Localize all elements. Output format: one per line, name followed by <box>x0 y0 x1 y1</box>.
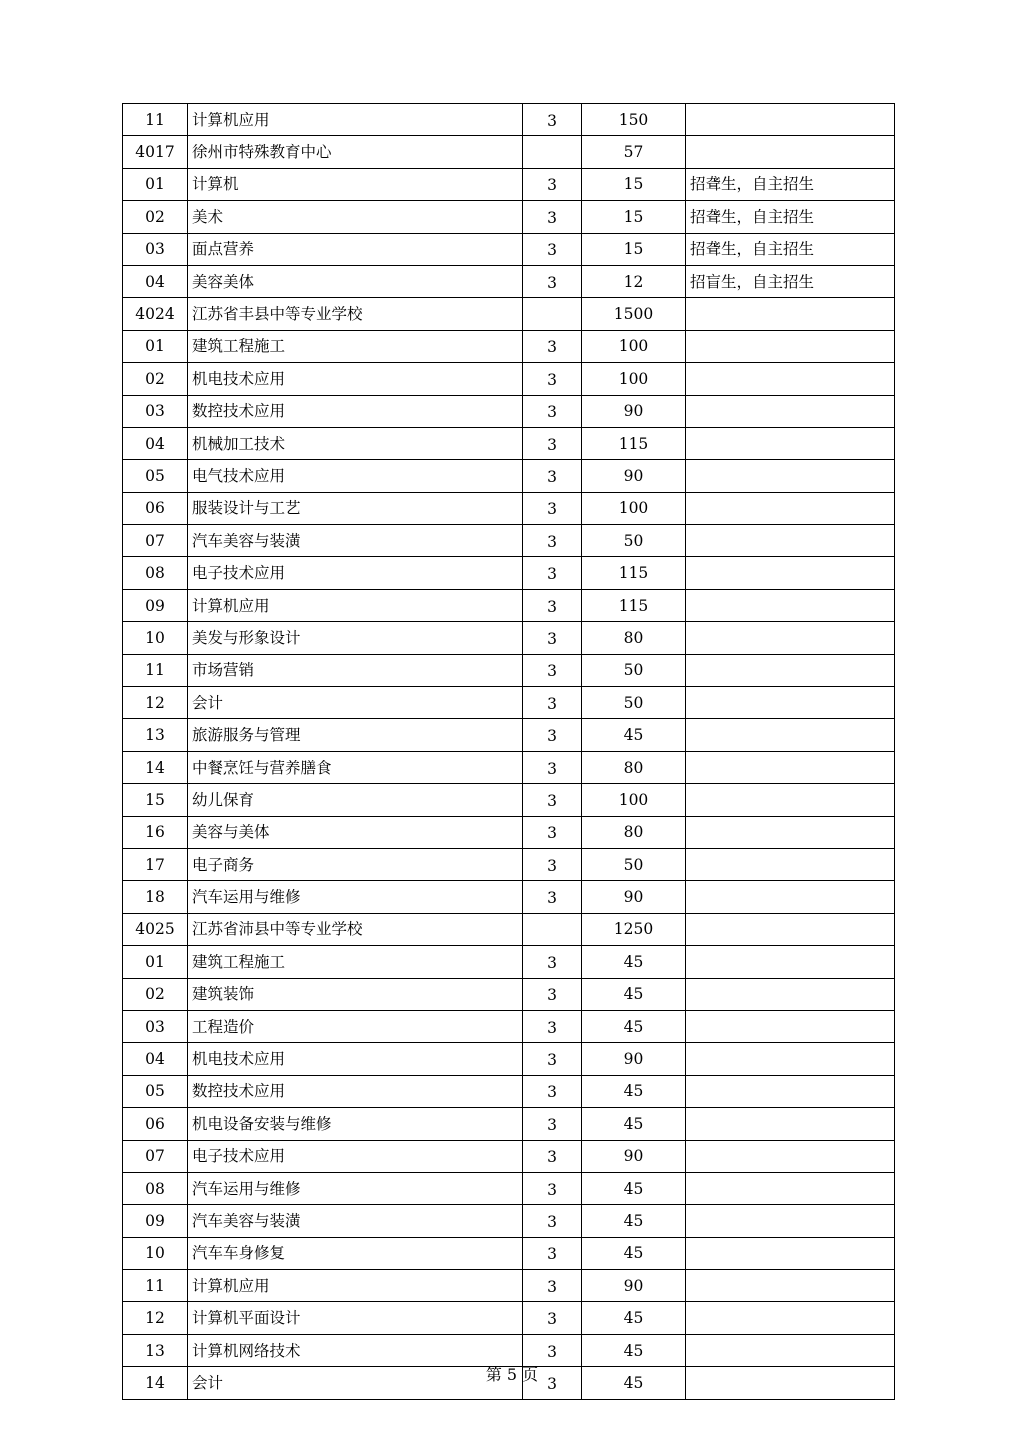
enrollment-plan-cell: 100 <box>582 492 686 524</box>
remarks-cell <box>686 1108 895 1140</box>
remarks-cell <box>686 881 895 913</box>
program-name-cell: 美发与形象设计 <box>188 622 523 654</box>
enrollment-plan-cell: 100 <box>582 363 686 395</box>
enrollment-plan-cell: 50 <box>582 525 686 557</box>
duration-years-cell: 3 <box>523 265 582 297</box>
remarks-cell <box>686 1270 895 1302</box>
program-name-cell: 服装设计与工艺 <box>188 492 523 524</box>
table-row <box>123 1205 895 1237</box>
program-name-cell: 面点营养 <box>188 233 523 265</box>
program-name-cell: 机械加工技术 <box>188 427 523 459</box>
program-code-cell: 4025 <box>123 913 188 945</box>
table-row <box>123 1302 895 1334</box>
enrollment-plan-cell: 50 <box>582 687 686 719</box>
enrollment-plan-cell: 45 <box>582 978 686 1010</box>
enrollment-plan-cell: 1250 <box>582 913 686 945</box>
remarks-cell <box>686 913 895 945</box>
table-row <box>123 136 895 168</box>
remarks-cell <box>686 136 895 168</box>
duration-years-cell: 3 <box>523 816 582 848</box>
table-row <box>123 492 895 524</box>
program-name-cell: 计算机应用 <box>188 1270 523 1302</box>
table-row <box>123 460 895 492</box>
enrollment-plan-cell: 90 <box>582 460 686 492</box>
remarks-cell <box>686 751 895 783</box>
program-code-cell: 17 <box>123 848 188 880</box>
program-name-cell: 数控技术应用 <box>188 395 523 427</box>
table-row <box>123 848 895 880</box>
enrollment-plan-cell: 45 <box>582 1075 686 1107</box>
program-code-cell: 11 <box>123 104 188 136</box>
duration-years-cell: 3 <box>523 848 582 880</box>
duration-years-cell: 3 <box>523 654 582 686</box>
table-row <box>123 395 895 427</box>
duration-years-cell: 3 <box>523 1043 582 1075</box>
duration-years-cell: 3 <box>523 233 582 265</box>
program-code-cell: 02 <box>123 201 188 233</box>
table-row <box>123 1237 895 1269</box>
program-code-cell: 4024 <box>123 298 188 330</box>
program-code-cell: 08 <box>123 557 188 589</box>
enrollment-plan-cell: 115 <box>582 589 686 621</box>
remarks-cell <box>686 654 895 686</box>
enrollment-plan-cell: 57 <box>582 136 686 168</box>
table-row <box>123 168 895 200</box>
table-row <box>123 363 895 395</box>
table-row <box>123 201 895 233</box>
duration-years-cell: 3 <box>523 492 582 524</box>
program-code-cell: 10 <box>123 1237 188 1269</box>
remarks-cell <box>686 1205 895 1237</box>
program-code-cell: 01 <box>123 946 188 978</box>
enrollment-plan-cell: 15 <box>582 233 686 265</box>
program-code-cell: 06 <box>123 492 188 524</box>
enrollment-plan-cell: 50 <box>582 654 686 686</box>
duration-years-cell: 3 <box>523 201 582 233</box>
program-name-cell: 机电设备安装与维修 <box>188 1108 523 1140</box>
remarks-cell <box>686 492 895 524</box>
table-row <box>123 525 895 557</box>
program-name-cell: 美术 <box>188 201 523 233</box>
program-code-cell: 15 <box>123 784 188 816</box>
enrollment-plan-cell: 80 <box>582 816 686 848</box>
duration-years-cell: 3 <box>523 363 582 395</box>
duration-years-cell: 3 <box>523 719 582 751</box>
table-row <box>123 816 895 848</box>
remarks-cell <box>686 687 895 719</box>
enrollment-plan-cell: 15 <box>582 168 686 200</box>
enrollment-plan-cell: 45 <box>582 1302 686 1334</box>
table-row <box>123 913 895 945</box>
remarks-cell: 招聋生，自主招生 <box>686 168 895 200</box>
remarks-cell <box>686 1172 895 1204</box>
program-code-cell: 11 <box>123 654 188 686</box>
program-code-cell: 04 <box>123 427 188 459</box>
program-code-cell: 07 <box>123 1140 188 1172</box>
program-name-cell: 市场营销 <box>188 654 523 686</box>
program-code-cell: 02 <box>123 978 188 1010</box>
table-row <box>123 881 895 913</box>
table-row <box>123 1172 895 1204</box>
enrollment-plan-cell: 45 <box>582 1172 686 1204</box>
program-code-cell: 18 <box>123 881 188 913</box>
program-name-cell: 汽车运用与维修 <box>188 881 523 913</box>
program-code-cell: 09 <box>123 1205 188 1237</box>
remarks-cell <box>686 1043 895 1075</box>
remarks-cell: 招盲生，自主招生 <box>686 265 895 297</box>
program-code-cell: 03 <box>123 233 188 265</box>
table-row <box>123 330 895 362</box>
duration-years-cell: 3 <box>523 1075 582 1107</box>
enrollment-plan-cell: 100 <box>582 784 686 816</box>
enrollment-table-body <box>123 104 895 1400</box>
enrollment-plan-cell: 45 <box>582 1205 686 1237</box>
remarks-cell <box>686 946 895 978</box>
program-code-cell: 14 <box>123 1367 188 1399</box>
remarks-cell <box>686 298 895 330</box>
program-name-cell: 建筑工程施工 <box>188 946 523 978</box>
program-name-cell: 汽车美容与装潢 <box>188 1205 523 1237</box>
program-name-cell: 幼儿保育 <box>188 784 523 816</box>
program-code-cell: 04 <box>123 265 188 297</box>
table-row <box>123 104 895 136</box>
program-name-cell: 机电技术应用 <box>188 1043 523 1075</box>
page-number: 第 5 页 <box>485 1365 539 1384</box>
remarks-cell <box>686 784 895 816</box>
program-code-cell: 13 <box>123 1334 188 1366</box>
program-code-cell: 09 <box>123 589 188 621</box>
enrollment-plan-cell: 90 <box>582 1270 686 1302</box>
duration-years-cell: 3 <box>523 1270 582 1302</box>
enrollment-plan-cell: 90 <box>582 1043 686 1075</box>
enrollment-plan-cell: 115 <box>582 557 686 589</box>
remarks-cell <box>686 460 895 492</box>
duration-years-cell: 3 <box>523 557 582 589</box>
program-name-cell: 会计 <box>188 687 523 719</box>
duration-years-cell: 3 <box>523 622 582 654</box>
enrollment-plan-cell: 45 <box>582 719 686 751</box>
duration-years-cell: 3 <box>523 1010 582 1042</box>
duration-years-cell: 3 <box>523 1367 582 1399</box>
table-row <box>123 265 895 297</box>
remarks-cell: 招聋生，自主招生 <box>686 233 895 265</box>
table-row <box>123 751 895 783</box>
remarks-cell <box>686 589 895 621</box>
table-row <box>123 427 895 459</box>
remarks-cell <box>686 395 895 427</box>
program-name-cell: 计算机应用 <box>188 104 523 136</box>
program-name-cell: 机电技术应用 <box>188 363 523 395</box>
program-code-cell: 13 <box>123 719 188 751</box>
duration-years-cell: 3 <box>523 104 582 136</box>
program-code-cell: 01 <box>123 330 188 362</box>
program-name-cell: 江苏省沛县中等专业学校 <box>188 913 523 945</box>
duration-years-cell: 3 <box>523 525 582 557</box>
table-row <box>123 687 895 719</box>
duration-years-cell: 3 <box>523 427 582 459</box>
remarks-cell <box>686 978 895 1010</box>
program-name-cell: 电子技术应用 <box>188 1140 523 1172</box>
enrollment-plan-cell: 45 <box>582 1367 686 1399</box>
program-name-cell: 数控技术应用 <box>188 1075 523 1107</box>
table-row <box>123 622 895 654</box>
remarks-cell <box>686 330 895 362</box>
program-name-cell: 计算机 <box>188 168 523 200</box>
remarks-cell <box>686 1075 895 1107</box>
enrollment-plan-cell: 1500 <box>582 298 686 330</box>
table-row <box>123 233 895 265</box>
program-name-cell: 旅游服务与管理 <box>188 719 523 751</box>
program-code-cell: 01 <box>123 168 188 200</box>
program-name-cell: 美容与美体 <box>188 816 523 848</box>
program-name-cell: 中餐烹饪与营养膳食 <box>188 751 523 783</box>
duration-years-cell: 3 <box>523 1302 582 1334</box>
enrollment-plan-cell: 45 <box>582 1334 686 1366</box>
enrollment-plan-cell: 90 <box>582 1140 686 1172</box>
program-name-cell: 计算机应用 <box>188 589 523 621</box>
table-row <box>123 654 895 686</box>
duration-years-cell <box>523 913 582 945</box>
program-code-cell: 07 <box>123 525 188 557</box>
table-row <box>123 1140 895 1172</box>
duration-years-cell: 3 <box>523 1172 582 1204</box>
program-name-cell: 电子商务 <box>188 848 523 880</box>
remarks-cell <box>686 848 895 880</box>
enrollment-plan-cell: 45 <box>582 1010 686 1042</box>
program-name-cell: 徐州市特殊教育中心 <box>188 136 523 168</box>
program-code-cell: 02 <box>123 363 188 395</box>
program-name-cell: 会计 <box>188 1367 523 1399</box>
program-code-cell: 03 <box>123 395 188 427</box>
program-code-cell: 12 <box>123 1302 188 1334</box>
duration-years-cell: 3 <box>523 978 582 1010</box>
enrollment-table <box>122 103 895 1400</box>
enrollment-plan-cell: 45 <box>582 1237 686 1269</box>
program-code-cell: 16 <box>123 816 188 848</box>
enrollment-plan-cell: 45 <box>582 1108 686 1140</box>
program-code-cell: 04 <box>123 1043 188 1075</box>
duration-years-cell: 3 <box>523 168 582 200</box>
table-row <box>123 1043 895 1075</box>
program-code-cell: 11 <box>123 1270 188 1302</box>
table-row <box>123 557 895 589</box>
program-code-cell: 03 <box>123 1010 188 1042</box>
program-code-cell: 06 <box>123 1108 188 1140</box>
remarks-cell: 招聋生，自主招生 <box>686 201 895 233</box>
program-name-cell: 电子技术应用 <box>188 557 523 589</box>
duration-years-cell: 3 <box>523 946 582 978</box>
duration-years-cell: 3 <box>523 1237 582 1269</box>
table-row <box>123 978 895 1010</box>
page-footer <box>0 1362 1024 1385</box>
program-name-cell: 汽车运用与维修 <box>188 1172 523 1204</box>
program-name-cell: 计算机平面设计 <box>188 1302 523 1334</box>
duration-years-cell: 3 <box>523 330 582 362</box>
enrollment-plan-cell: 100 <box>582 330 686 362</box>
duration-years-cell: 3 <box>523 784 582 816</box>
remarks-cell <box>686 427 895 459</box>
enrollment-plan-cell: 15 <box>582 201 686 233</box>
duration-years-cell: 3 <box>523 1108 582 1140</box>
program-name-cell: 建筑工程施工 <box>188 330 523 362</box>
remarks-cell <box>686 557 895 589</box>
enrollment-plan-cell: 45 <box>582 946 686 978</box>
program-name-cell: 汽车美容与装潢 <box>188 525 523 557</box>
table-row <box>123 784 895 816</box>
duration-years-cell <box>523 298 582 330</box>
enrollment-plan-cell: 80 <box>582 751 686 783</box>
enrollment-plan-cell: 12 <box>582 265 686 297</box>
table-row <box>123 1108 895 1140</box>
remarks-cell <box>686 622 895 654</box>
program-code-cell: 12 <box>123 687 188 719</box>
remarks-cell <box>686 816 895 848</box>
table-row <box>123 1075 895 1107</box>
table-row <box>123 719 895 751</box>
duration-years-cell: 3 <box>523 751 582 783</box>
program-name-cell: 江苏省丰县中等专业学校 <box>188 298 523 330</box>
table-row <box>123 1270 895 1302</box>
duration-years-cell: 3 <box>523 1140 582 1172</box>
program-code-cell: 10 <box>123 622 188 654</box>
enrollment-plan-cell: 90 <box>582 881 686 913</box>
duration-years-cell: 3 <box>523 1334 582 1366</box>
duration-years-cell <box>523 136 582 168</box>
table-row <box>123 1010 895 1042</box>
table-row <box>123 298 895 330</box>
program-code-cell: 4017 <box>123 136 188 168</box>
remarks-cell <box>686 1302 895 1334</box>
remarks-cell <box>686 1237 895 1269</box>
duration-years-cell: 3 <box>523 1205 582 1237</box>
program-code-cell: 08 <box>123 1172 188 1204</box>
program-name-cell: 汽车车身修复 <box>188 1237 523 1269</box>
duration-years-cell: 3 <box>523 881 582 913</box>
remarks-cell <box>686 1140 895 1172</box>
remarks-cell <box>686 363 895 395</box>
remarks-cell <box>686 1010 895 1042</box>
duration-years-cell: 3 <box>523 395 582 427</box>
table-row <box>123 946 895 978</box>
remarks-cell <box>686 525 895 557</box>
duration-years-cell: 3 <box>523 687 582 719</box>
program-code-cell: 14 <box>123 751 188 783</box>
program-name-cell: 计算机网络技术 <box>188 1334 523 1366</box>
table-row <box>123 589 895 621</box>
enrollment-plan-cell: 50 <box>582 848 686 880</box>
duration-years-cell: 3 <box>523 589 582 621</box>
remarks-cell <box>686 104 895 136</box>
program-code-cell: 05 <box>123 1075 188 1107</box>
enrollment-plan-cell: 90 <box>582 395 686 427</box>
program-name-cell: 电气技术应用 <box>188 460 523 492</box>
duration-years-cell: 3 <box>523 460 582 492</box>
remarks-cell <box>686 719 895 751</box>
program-name-cell: 美容美体 <box>188 265 523 297</box>
enrollment-plan-cell: 115 <box>582 427 686 459</box>
enrollment-plan-cell: 150 <box>582 104 686 136</box>
program-code-cell: 05 <box>123 460 188 492</box>
program-name-cell: 工程造价 <box>188 1010 523 1042</box>
program-name-cell: 建筑装饰 <box>188 978 523 1010</box>
enrollment-plan-cell: 80 <box>582 622 686 654</box>
